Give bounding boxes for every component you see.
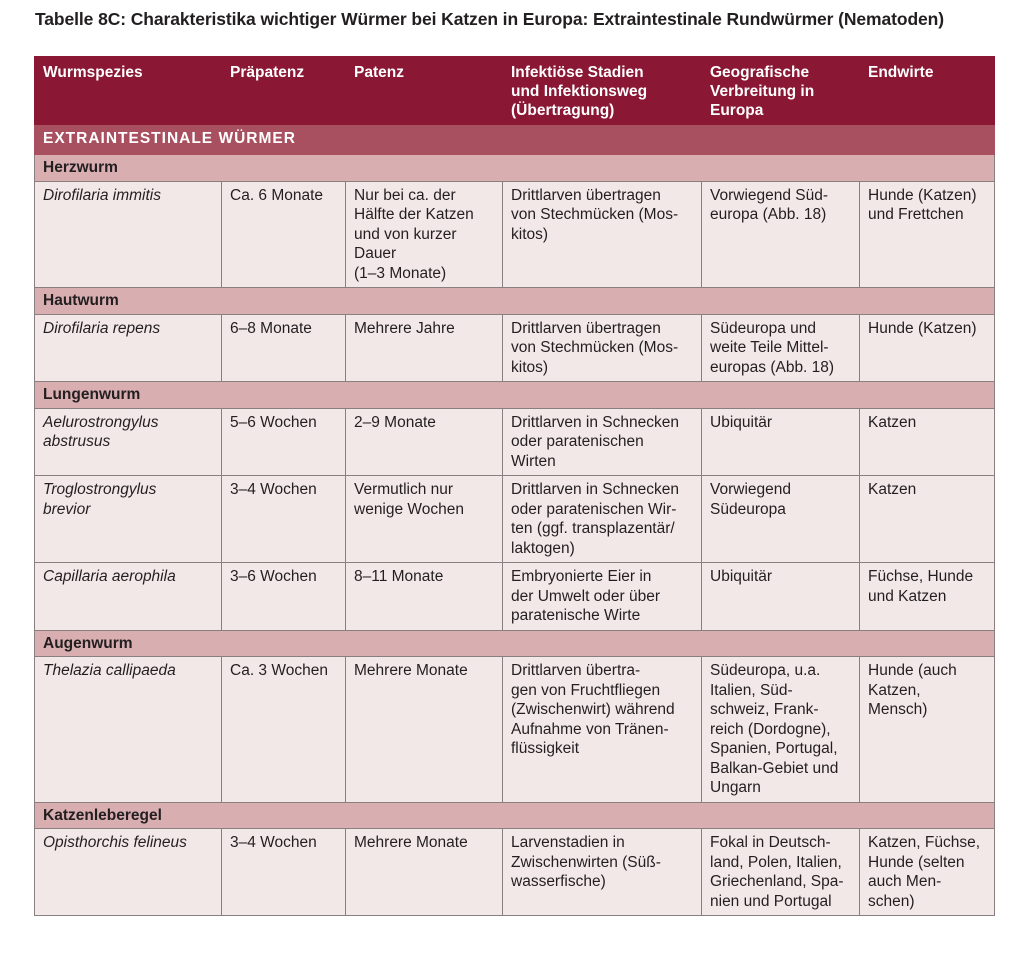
column-header-species bbox=[35, 57, 222, 125]
cell-distribution bbox=[702, 657, 860, 803]
group-label: Herzwurm bbox=[35, 155, 995, 182]
cell-patency bbox=[346, 829, 503, 916]
cell-text: Drittlarven in Schnecken oder paratenischen Wir- ten (ggf. transplazentär/ laktogen) bbox=[511, 481, 679, 557]
cell-text: Ubiquitär bbox=[710, 568, 773, 585]
cell-prepatency bbox=[222, 476, 346, 563]
cell-text: Vorwiegend Süd- europa (Abb. 18) bbox=[710, 186, 829, 223]
cell-text: Aelurostrongylus abstrusus bbox=[43, 413, 159, 450]
cell-prepatency bbox=[222, 563, 346, 631]
table-row bbox=[35, 657, 995, 803]
column-header-patency bbox=[346, 57, 503, 125]
column-header-distribution bbox=[702, 57, 860, 125]
cell-distribution bbox=[702, 314, 860, 382]
cell-hosts bbox=[860, 408, 995, 476]
cell-text: Hunde (Katzen) und Frettchen bbox=[868, 186, 977, 223]
cell-species bbox=[35, 657, 222, 803]
group-row bbox=[35, 630, 995, 657]
section-row bbox=[35, 125, 995, 155]
cell-text: Drittlarven übertragen von Stechmücken (Mos- kitos) bbox=[511, 319, 679, 376]
cell-patency bbox=[346, 563, 503, 631]
cell-infection bbox=[503, 314, 702, 382]
cell-infection bbox=[503, 657, 702, 803]
cell-text: Katzen bbox=[868, 413, 917, 431]
column-header-label: Wurmspezies bbox=[43, 64, 143, 81]
cell-text: Larvenstadien in Zwischenwirten (Süß- wasserfische) bbox=[511, 834, 661, 890]
cell-species bbox=[35, 829, 222, 916]
cell-text: Katzen, Füchse, Hunde (selten auch Men- schen) bbox=[868, 834, 981, 910]
cell-prepatency bbox=[222, 657, 346, 803]
cell-text: Opisthorchis felineus bbox=[43, 834, 187, 851]
cell-distribution bbox=[702, 181, 860, 288]
cell-text: Drittlarven übertragen von Stechmücken (Mos- kitos) bbox=[511, 186, 679, 243]
header-row bbox=[35, 57, 995, 125]
cell-text: Dirofilaria immitis bbox=[43, 186, 161, 204]
cell-species bbox=[35, 181, 222, 288]
cell-text: Füchse, Hunde und Katzen bbox=[868, 568, 974, 605]
cell-patency bbox=[346, 314, 503, 382]
cell-patency bbox=[346, 657, 503, 803]
cell-text: 5–6 Wochen bbox=[230, 413, 317, 431]
section-label: EXTRAINTESTINALE WÜRMER bbox=[35, 125, 995, 155]
cell-text: Südeuropa, u.a. Italien, Süd- schweiz, Frank- reich (Dordogne), Spanien, Portugal, Balkan-Gebiet und Ungarn bbox=[710, 662, 839, 796]
cell-text: 6–8 Monate bbox=[230, 319, 312, 337]
cell-infection bbox=[503, 181, 702, 288]
table-row bbox=[35, 563, 995, 631]
cell-prepatency bbox=[222, 181, 346, 288]
group-label: Lungenwurm bbox=[35, 382, 995, 409]
cell-text: Vermutlich nur wenige Wochen bbox=[354, 481, 465, 518]
cell-species bbox=[35, 408, 222, 476]
cell-hosts bbox=[860, 657, 995, 803]
cell-text: Thelazia callipaeda bbox=[43, 662, 176, 679]
cell-infection bbox=[503, 563, 702, 631]
group-row bbox=[35, 382, 995, 409]
cell-hosts bbox=[860, 181, 995, 288]
worm-characteristics-table bbox=[34, 56, 995, 916]
cell-text: Hunde (Katzen) bbox=[868, 319, 977, 337]
table-row bbox=[35, 408, 995, 476]
column-header-infection bbox=[503, 57, 702, 125]
cell-text: Troglostrongylus brevior bbox=[43, 481, 157, 518]
cell-patency bbox=[346, 408, 503, 476]
cell-prepatency bbox=[222, 408, 346, 476]
cell-text: 3–6 Wochen bbox=[230, 568, 317, 585]
cell-species bbox=[35, 476, 222, 563]
column-header-hosts bbox=[860, 57, 995, 125]
table-row bbox=[35, 829, 995, 916]
cell-text: Ubiquitär bbox=[710, 413, 773, 431]
cell-text: 8–11 Monate bbox=[354, 568, 444, 585]
cell-text: Katzen bbox=[868, 481, 917, 498]
cell-text: Ca. 3 Wochen bbox=[230, 662, 328, 679]
cell-text: Drittlarven übertra- gen von Fruchtfliegen (Zwischenwirt) während Aufnahme von Tränen- flüssigkeit bbox=[511, 662, 675, 757]
column-header-label: Endwirte bbox=[868, 64, 934, 81]
column-header-label: Infektiöse Stadien und Infektionsweg (Übertragung) bbox=[511, 64, 648, 119]
cell-distribution bbox=[702, 408, 860, 476]
cell-text: Embryonierte Eier in der Umwelt oder über paratenische Wirte bbox=[511, 568, 661, 624]
cell-infection bbox=[503, 476, 702, 563]
cell-text: 3–4 Wochen bbox=[230, 834, 317, 851]
page-title: Tabelle 8C: Charakteristika wichtiger Würmer bei Katzen in Europa: Extraintestinale Rundwürmer (Nematoden) bbox=[35, 9, 944, 29]
cell-hosts bbox=[860, 476, 995, 563]
cell-text: Hunde (auch Katzen, Mensch) bbox=[868, 662, 957, 718]
cell-infection bbox=[503, 408, 702, 476]
cell-text: Capillaria aerophila bbox=[43, 568, 176, 585]
cell-infection bbox=[503, 829, 702, 916]
group-label: Hautwurm bbox=[35, 288, 995, 315]
group-label: Katzenleberegel bbox=[35, 802, 995, 829]
cell-species bbox=[35, 314, 222, 382]
cell-text: Drittlarven in Schnecken oder paratenischen Wirten bbox=[511, 413, 679, 470]
cell-hosts bbox=[860, 314, 995, 382]
column-header-label: Präpatenz bbox=[230, 64, 305, 81]
cell-text: Mehrere Jahre bbox=[354, 319, 455, 337]
cell-text: Dirofilaria repens bbox=[43, 319, 161, 337]
cell-text: Fokal in Deutsch- land, Polen, Italien, Griechenland, Spa- nien und Portugal bbox=[710, 834, 844, 910]
table-row bbox=[35, 181, 995, 288]
cell-distribution bbox=[702, 829, 860, 916]
table-body bbox=[35, 125, 995, 916]
cell-patency bbox=[346, 181, 503, 288]
column-header-prepatency bbox=[222, 57, 346, 125]
cell-text: Mehrere Monate bbox=[354, 662, 468, 679]
cell-text: Südeuropa und weite Teile Mittel- europas (Abb. 18) bbox=[710, 319, 835, 376]
cell-distribution bbox=[702, 476, 860, 563]
cell-hosts bbox=[860, 563, 995, 631]
cell-text: 3–4 Wochen bbox=[230, 481, 317, 498]
cell-text: Mehrere Monate bbox=[354, 834, 468, 851]
cell-prepatency bbox=[222, 829, 346, 916]
cell-text: Nur bei ca. der Hälfte der Katzen und von kurzer Dauer (1–3 Monate) bbox=[354, 186, 474, 282]
table-row bbox=[35, 314, 995, 382]
cell-hosts bbox=[860, 829, 995, 916]
cell-patency bbox=[346, 476, 503, 563]
column-header-label: Geografische Verbreitung in Europa bbox=[710, 64, 815, 119]
column-header-label: Patenz bbox=[354, 64, 404, 81]
cell-text: 2–9 Monate bbox=[354, 413, 436, 431]
table-row bbox=[35, 476, 995, 563]
cell-distribution bbox=[702, 563, 860, 631]
cell-text: Ca. 6 Monate bbox=[230, 186, 324, 204]
group-row bbox=[35, 802, 995, 829]
cell-prepatency bbox=[222, 314, 346, 382]
cell-text: Vorwiegend Südeuropa bbox=[710, 481, 792, 518]
group-label: Augenwurm bbox=[35, 630, 995, 657]
group-row bbox=[35, 155, 995, 182]
group-row bbox=[35, 288, 995, 315]
cell-species bbox=[35, 563, 222, 631]
